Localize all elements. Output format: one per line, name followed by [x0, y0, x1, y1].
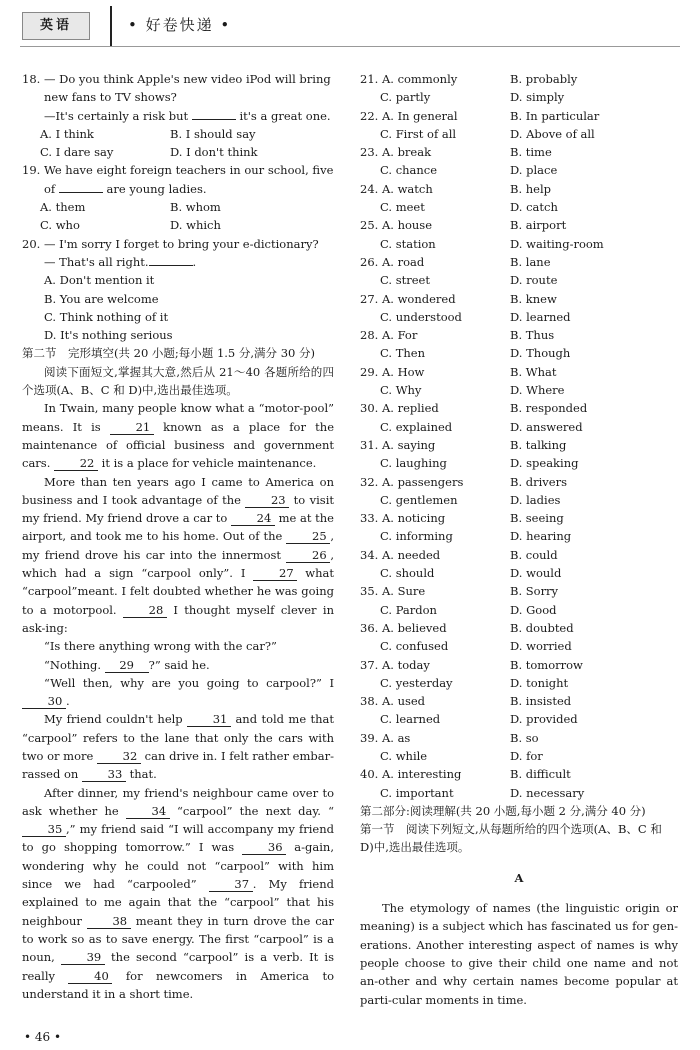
option-c: C. should [380, 566, 435, 581]
option-d: D. hearing [510, 529, 572, 544]
cloze-blank: 21 [110, 420, 154, 435]
answer-row [360, 619, 678, 637]
option: B. I should say [170, 126, 256, 141]
passage-text: it is a place for vehicle maintenance. [98, 456, 317, 471]
option-row [22, 216, 334, 234]
header-divider [110, 6, 112, 46]
option-d: D. simply [510, 90, 565, 105]
option: A. them [40, 200, 86, 215]
passage-text: . My friend explained to me again that the “carpool” that his neighbour [22, 877, 334, 928]
option-c: C. First of all [380, 126, 457, 141]
mc-question [22, 70, 334, 161]
option-a: A. Don't mention it [44, 273, 155, 288]
option-a: 31. A. saying [360, 437, 436, 452]
option-d: D. would [510, 566, 562, 581]
option: C. I dare say [40, 145, 114, 160]
option-d: D. provided [510, 712, 578, 727]
question-reply: —It's certainly a risk but it's a great one. [44, 108, 331, 123]
answer-options [360, 70, 678, 802]
page-number: • 46 • [24, 1030, 62, 1044]
answer-row [360, 509, 678, 527]
option-c: C. Why [380, 383, 422, 398]
cloze-blank: 27 [253, 566, 297, 581]
option-b: B. tomorrow [510, 657, 583, 672]
cloze-blank: 32 [97, 749, 141, 764]
option: D. I don't think [170, 145, 258, 160]
option-d: D. route [510, 273, 558, 288]
passage-text: ?” said he. [148, 657, 210, 672]
cloze-paragraph [22, 674, 334, 711]
cloze-blank: 24 [231, 511, 275, 526]
option-d: D. Though [510, 346, 571, 361]
option-d: D. necessary [510, 785, 585, 800]
passage-text: More than ten years ago I came to America on business and I took advantage of the [22, 474, 334, 507]
answer-row [360, 473, 678, 491]
option-c: C. chance [380, 163, 438, 178]
option-b: B. airport [510, 218, 567, 233]
passage-text: can drive in. I felt rather embar-rassed on [22, 748, 334, 782]
option-a: 25. A. house [360, 218, 433, 233]
option: B. whom [170, 200, 221, 215]
passage-text: and told me that “carpool” refers to the lane that only the cars with two or more [22, 712, 335, 763]
option-b: B. In particular [510, 108, 600, 123]
option-c: C. yesterday [380, 675, 453, 690]
option-b: B. Sorry [510, 584, 559, 599]
option-b: B. insisted [510, 694, 572, 709]
answer-row [360, 235, 678, 253]
answer-row [360, 344, 678, 362]
passage-text: meant they in turn drove the car to work so as to save energy. The first “carpool” is a noun, [22, 913, 334, 965]
question-stem: new fans to TV shows? [44, 90, 177, 105]
header-rule [20, 46, 680, 47]
option-c: C. Then [380, 346, 425, 361]
passage-text: , my friend drove his car into the innermost [22, 529, 334, 562]
option-b: B. time [510, 145, 552, 160]
option-a: 28. A. For [360, 328, 418, 343]
option-d: D. ladies [510, 492, 561, 507]
option-d: D. place [510, 163, 558, 178]
answer-row [360, 747, 678, 765]
cloze-blank: 28 [123, 603, 167, 618]
answer-row [360, 765, 678, 783]
passage-text: “Is there anything wrong with the car?” [44, 639, 277, 654]
cloze-paragraph [22, 399, 334, 472]
answer-row [360, 198, 678, 216]
option-c: C. learned [380, 712, 441, 727]
question-stem: 20. — I'm sorry I forget to bring your e-dictionary? [22, 236, 319, 251]
option-b: B. What [510, 364, 557, 379]
cloze-paragraph [22, 784, 334, 1004]
option-c: C. station [380, 236, 436, 251]
answer-row [360, 692, 678, 710]
mc-question [22, 161, 334, 234]
option-d: D. learned [510, 309, 571, 324]
cloze-blank: 35 [22, 822, 66, 837]
option-c: C. explained [380, 419, 453, 434]
cloze-paragraph [22, 656, 334, 674]
option-c: C. understood [380, 309, 462, 324]
option-a: 37. A. today [360, 657, 430, 672]
answer-row [360, 180, 678, 198]
right-column [360, 70, 678, 1009]
answer-row [360, 290, 678, 308]
passage-text: a-gain, wondering why he could not “carpool” with him since we had “carpooled” [22, 840, 334, 892]
answer-row [360, 308, 678, 326]
option-b: B. Thus [510, 328, 555, 343]
answer-row [360, 363, 678, 381]
cloze-blank: 25 [286, 529, 330, 544]
option-b: B. difficult [510, 767, 571, 782]
option-c: C. Think nothing of it [44, 309, 169, 324]
section-instruction: 阅读下面短文,掌握其大意,然后从 21～40 各题所给的四个选项(A、B、C 和 D)中,选出最佳选项。 [22, 364, 334, 398]
cloze-blank: 37 [209, 877, 253, 892]
question-reply: — That's all right. . [44, 254, 197, 269]
option-d: D. for [510, 748, 543, 763]
question-stem: 19. We have eight foreign teachers in our school, five [22, 163, 334, 178]
answer-row [360, 601, 678, 619]
answer-row [360, 399, 678, 417]
option-a: 36. A. believed [360, 620, 447, 635]
answer-row [360, 125, 678, 143]
option-a: 21. A. commonly [360, 72, 458, 86]
option-b: B. lane [510, 254, 551, 269]
left-column [22, 70, 334, 1003]
passage-text: , which had a sign “carpool only”. I [22, 547, 334, 581]
option-a: 23. A. break [360, 145, 432, 160]
option-a: 30. A. replied [360, 401, 439, 416]
option-c: C. partly [380, 90, 431, 105]
passage-text: what “carpool”meant. I felt doubted whether he was going to a motorpool. [22, 566, 334, 617]
option-d: D. It's nothing serious [44, 328, 173, 343]
passage-text: “Well then, why are you going to carpool?” I [44, 675, 334, 690]
option-d: D. waiting-room [510, 236, 604, 251]
answer-row [360, 70, 678, 88]
option-a: 39. A. as [360, 730, 411, 745]
answer-row [360, 674, 678, 692]
answer-row [360, 491, 678, 509]
cloze-paragraph [22, 637, 334, 655]
option-row [22, 143, 334, 161]
cloze-blank: 36 [242, 840, 286, 855]
cloze-blank: 29 [105, 658, 149, 673]
option: A. I think [40, 126, 94, 141]
passage-text: “carpool” the next day. “ [169, 803, 335, 818]
answer-row [360, 216, 678, 234]
option-b: B. talking [510, 437, 567, 452]
passage-text: I thought myself clever in ask-ing: [22, 602, 335, 635]
option-c: C. meet [380, 200, 425, 215]
answer-row [360, 527, 678, 545]
answer-row [360, 784, 678, 802]
passage-text: After dinner, my friend's neighbour came over to ask whether he [22, 785, 334, 818]
option-a: 22. A. In general [360, 108, 458, 123]
subject-label: 英语 [22, 12, 90, 40]
option-d: D. Above of all [510, 126, 595, 141]
cloze-blank: 22 [54, 456, 98, 471]
cloze-blank: 34 [126, 804, 170, 819]
option-row [22, 198, 334, 216]
option-d: D. Good [510, 602, 557, 617]
passage-text: In Twain, many people know what a “motor-pool” means. It is [22, 401, 334, 434]
option-d: D. catch [510, 200, 558, 215]
option-c: C. laughing [380, 456, 447, 471]
passage-text: known as a place for the maintenance of official business and government cars. [22, 419, 335, 471]
option: C. who [40, 218, 80, 233]
option-c: C. Pardon [380, 602, 437, 617]
cloze-blank: 39 [61, 950, 105, 965]
option-d: D. answered [510, 419, 583, 434]
option-b: B. responded [510, 401, 588, 416]
cloze-blank: 26 [286, 548, 330, 563]
answer-row [360, 271, 678, 289]
answer-row [360, 454, 678, 472]
option-a: 33. A. noticing [360, 511, 446, 526]
answer-row [360, 107, 678, 125]
option-d: D. worried [510, 639, 572, 654]
option-b: B. could [510, 547, 558, 562]
section-heading: 第二节 完形填空(共 20 小题;每小题 1.5 分,满分 30 分) [22, 346, 315, 361]
option-a: 34. A. needed [360, 547, 441, 562]
option-a: 38. A. used [360, 694, 426, 709]
answer-row [360, 161, 678, 179]
passage-title: A [514, 870, 524, 885]
option-b: B. seeing [510, 511, 564, 526]
cloze-blank: 38 [87, 914, 131, 929]
option-b: B. You are welcome [44, 291, 159, 306]
answer-row [360, 88, 678, 106]
answer-row [360, 326, 678, 344]
answer-row [360, 637, 678, 655]
cloze-blank: 33 [82, 767, 126, 782]
option-a: 29. A. How [360, 364, 425, 379]
answer-row [360, 729, 678, 747]
passage-text: for newcomers in America to understand it in a short time. [22, 968, 335, 1001]
option-d: D. tonight [510, 675, 569, 690]
option-a: 40. A. interesting [360, 767, 462, 782]
option-a: 24. A. watch [360, 181, 433, 196]
answer-row [360, 564, 678, 582]
answer-row [360, 143, 678, 161]
question-stem: 18. — Do you think Apple's new video iPod will bring [22, 72, 331, 86]
passage-text: My friend couldn't help [44, 712, 188, 727]
option-b: B. drivers [510, 474, 568, 489]
option-b: B. doubted [510, 620, 574, 635]
passage-text: the second “carpool” is a verb. It is really [22, 950, 334, 983]
question-reply: of are young ladies. [44, 181, 207, 196]
cloze-paragraph [22, 710, 334, 783]
cloze-blank: 31 [187, 712, 231, 727]
answer-row [360, 418, 678, 436]
answer-row [360, 436, 678, 454]
answer-row [360, 253, 678, 271]
option-a: 26. A. road [360, 254, 425, 269]
multiple-choice-block [22, 70, 334, 235]
option-a: 27. A. wondered [360, 291, 456, 306]
passage-text: “Nothing. [44, 657, 105, 672]
option-row [22, 125, 334, 143]
option-c: C. while [380, 748, 428, 763]
part2-subheading: 第一节 阅读下列短文,从每题所给的四个选项(A、B、C 和 D)中,选出最佳选项。 [360, 822, 662, 855]
cloze-passage [22, 399, 334, 1003]
option-c: C. confused [380, 639, 449, 654]
option-a: 35. A. Sure [360, 584, 426, 599]
option-d: D. speaking [510, 456, 579, 471]
passage-text: . [66, 694, 70, 709]
passage-text: The etymology of names (the linguistic origin or meaning) is a subject which has fascinated us for gen-erations. Another interesting aspect of names is why people choose to give their child one name and not an-other and why certain names become popular at parti-cular moments in time. [360, 901, 678, 1007]
passage-text: ,” my friend said “I will accompany my friend to go shopping tomorrow.” I was [22, 822, 334, 855]
cloze-blank: 40 [68, 969, 112, 984]
option-d: D. Where [510, 383, 565, 398]
question-20 [22, 235, 334, 345]
option-b: B. probably [510, 72, 578, 86]
cloze-blank: 23 [245, 493, 289, 508]
option-c: C. gentlemen [380, 492, 458, 507]
answer-row [360, 546, 678, 564]
option-c: C. street [380, 273, 430, 288]
series-title: • 好卷快递 • [128, 16, 232, 34]
option-c: C. important [380, 785, 454, 800]
cloze-paragraph [22, 473, 334, 638]
answer-row [360, 582, 678, 600]
answer-row [360, 656, 678, 674]
option-a: 32. A. passengers [360, 474, 464, 489]
passage-text: to visit my friend. My friend drove a car to [22, 492, 334, 526]
answer-row [360, 710, 678, 728]
option-b: B. so [510, 730, 539, 745]
passage-text: me at the airport, and took me to his home. Out of the [22, 511, 334, 544]
part2-heading: 第二部分:阅读理解(共 20 小题,每小题 2 分,满分 40 分) [360, 803, 646, 818]
option: D. which [170, 218, 221, 233]
option-b: B. help [510, 181, 552, 196]
page-header [0, 0, 700, 48]
option-c: C. informing [380, 529, 453, 544]
option-b: B. knew [510, 291, 557, 306]
cloze-blank: 30 [22, 694, 66, 709]
answer-row [360, 381, 678, 399]
passage-text: that. [125, 767, 157, 782]
